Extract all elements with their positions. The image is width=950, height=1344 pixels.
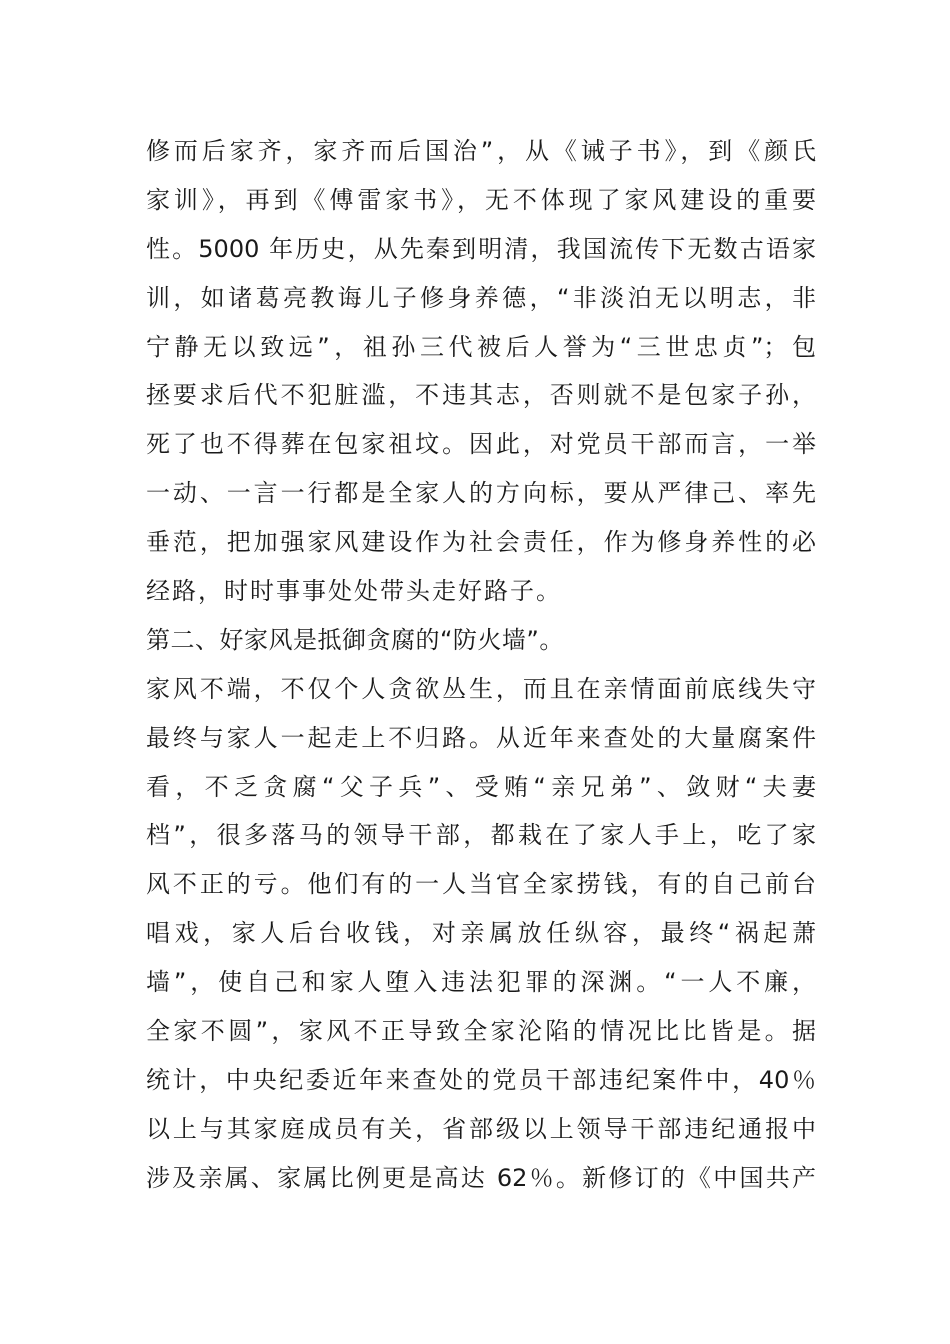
text-line: 风不正的亏。他们有的一人当官全家捞钱，有的自己前台 [146,870,816,899]
text-line: 拯要求后代不犯脏滥，不违其志，否则就不是包家子孙， [146,381,816,410]
text-line: 墙”，使自己和家人堕入违法犯罪的深渊。“一人不廉， [146,968,816,997]
text-line: 全家不圆”，家风不正导致全家沦陷的情况比比皆是。据 [146,1017,816,1046]
text-line: 经路，时时事事处处带头走好路子。 [146,577,562,606]
text-line: 宁静无以致远”，祖孙三代被后人誉为“三世忠贞”；包 [146,332,816,361]
text-line: 看，不乏贪腐“父子兵”、受贿“亲兄弟”、敛财“夫妻 [146,772,816,801]
text-line: 家训》，再到《傅雷家书》，无不体现了家风建设的重要 [146,185,816,214]
text-line: 修而后家齐，家齐而后国治”，从《诫子书》，到《颜氏 [146,137,816,165]
text-line: 死了也不得葬在包家祖坟。因此，对党员干部而言，一举 [146,430,816,459]
text-line: 垂范，把加强家风建设作为社会责任，作为修身养性的必 [146,528,816,557]
text-line: 以上与其家庭成员有关，省部级以上领导干部违纪通报中 [146,1114,816,1143]
text-line: 档”，很多落马的领导干部，都栽在了家人手上，吃了家 [146,821,816,850]
text-line: 一动、一言一行都是全家人的方向标，要从严律己、率先 [146,479,816,508]
section-heading: 第二、好家风是抵御贪腐的“防火墙”。 [146,625,564,654]
text-line: 统计，中央纪委近年来查处的党员干部违纪案件中，40％ [146,1065,816,1094]
text-line: 训，如诸葛亮教诲儿子修身养德，“非淡泊无以明志，非 [146,283,816,312]
text-line: 涉及亲属、家属比例更是高达 62％。新修订的《中国共产 [146,1163,816,1192]
body-text [146,127,816,1203]
text-line: 性。5000 年历史，从先秦到明清，我国流传下无数古语家 [146,234,816,263]
text-line: 唱戏，家人后台收钱，对亲属放任纵容，最终“祸起萧 [146,919,816,948]
text-line: 家风不端，不仅个人贪欲丛生，而且在亲情面前底线失守 [146,674,816,703]
text-line: 最终与家人一起走上不归路。从近年来查处的大量腐案件 [146,723,816,752]
